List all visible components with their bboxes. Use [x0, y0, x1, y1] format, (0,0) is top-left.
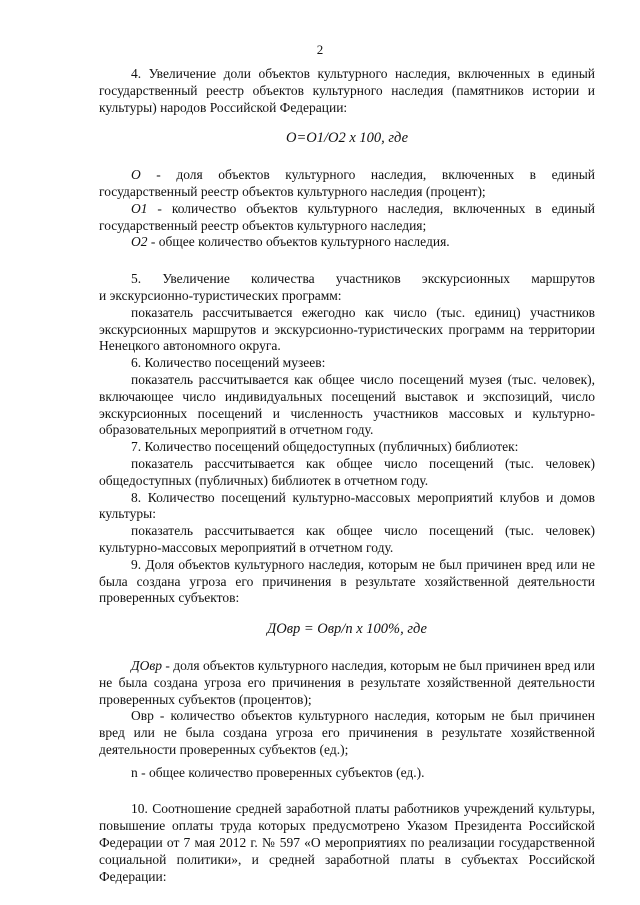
item-7-title: 7. Количество посещений общедоступных (публичных) библиотек:: [131, 439, 519, 455]
def-o-text: - доля объектов культурного наследия, включенных в единый государственный реестр объектов культурного наследия (процент);: [99, 167, 595, 199]
item-4-def-o2: [99, 234, 595, 251]
item-4-text: 4. Увеличение доли объектов культурного наследия, включенных в единый государственный реестр объектов культурного наследия (памятников истории и культуры) народов Российской Федерации:: [99, 66, 595, 115]
def-o2-text: - общее количество объектов культурного наследия.: [147, 234, 450, 250]
def-dovr-text: - доля объектов культурного наследия, которым не был причинен вред или не была создана угроза его причинения в результате хозяйственной деятельности проверенных субъектов (процентов);: [99, 657, 595, 707]
item-9-def-dovr: [99, 658, 595, 708]
item-9-formula: ДОвр = Овр/n х 100%, где: [267, 621, 427, 638]
item-4-def-o: [99, 167, 595, 201]
page-number: 2: [316, 42, 324, 57]
item-6-title: 6. Количество посещений музеев:: [131, 355, 326, 371]
item-5-text: показатель рассчитывается ежегодно как число (тыс. единиц) участников экскурсионных маршрутов и экскурсионно-туристических программ на территории Ненецкого автономного округа.: [99, 304, 595, 354]
item-9-def-n: n - общее количество проверенных субъектов (ед.).: [131, 764, 425, 780]
item-9-def-ovr: Овр - количество объектов культурного наследия, которым не был причинен вред или не была создана угроза его причинения в результате хозяйственной деятельности проверенных субъектов (ед.);: [99, 708, 595, 757]
item-8-text: показатель рассчитывается как общее число посещений (тыс. человек) культурно-массовых мероприятий в отчетном году.: [99, 523, 595, 555]
item-4-def-o1: [99, 201, 595, 235]
item-10-text: 10. Соотношение средней заработной платы работников учреждений культуры, повышение оплаты труда которых предусмотрено Указом Президента Российской Федерации от 7 мая 2012 г. № 597 «О мероприятиях по реализации государственной социальной политики», и средней заработной платы в субъектах Российской Федерации:: [99, 801, 595, 884]
def-o1-text: - количество объектов культурного наследия, включенных в единый государственный реестр объектов культурного наследия;: [99, 200, 595, 233]
item-6-text: показатель рассчитывается как общее число посещений музея (тыс. человек), включающее число индивидуальных посещений выставок и экспозиций, число экскурсионных посещений и численность участников массовых и культурно-образовательных мероприятий в отчетном году.: [99, 371, 595, 438]
document-body: [99, 66, 595, 885]
item-9-title: 9. Доля объектов культурного наследия, которым не был причинен вред или не была создана угроза его причинения в результате хозяйственной деятельности проверенных субъектов:: [99, 556, 595, 606]
var-o1: О1: [131, 200, 148, 216]
item-8-title: 8. Количество посещений культурно-массовых мероприятий клубов и домов культуры:: [99, 489, 595, 522]
item-7-text: показатель рассчитывается как общее число посещений (тыс. человек) общедоступных (публичных) библиотек в отчетном году.: [99, 455, 595, 488]
var-o: О: [131, 167, 141, 183]
item-4-formula: О=О1/О2 х 100, где: [285, 130, 409, 147]
item-5-title-line1: 5. Увеличение количества участников экскурсионных маршрутов: [131, 271, 595, 287]
item-5-title-line2: и экскурсионно-туристических программ:: [99, 287, 342, 303]
var-dovr: ДОвр: [131, 657, 162, 673]
var-o2: О2: [131, 234, 148, 250]
